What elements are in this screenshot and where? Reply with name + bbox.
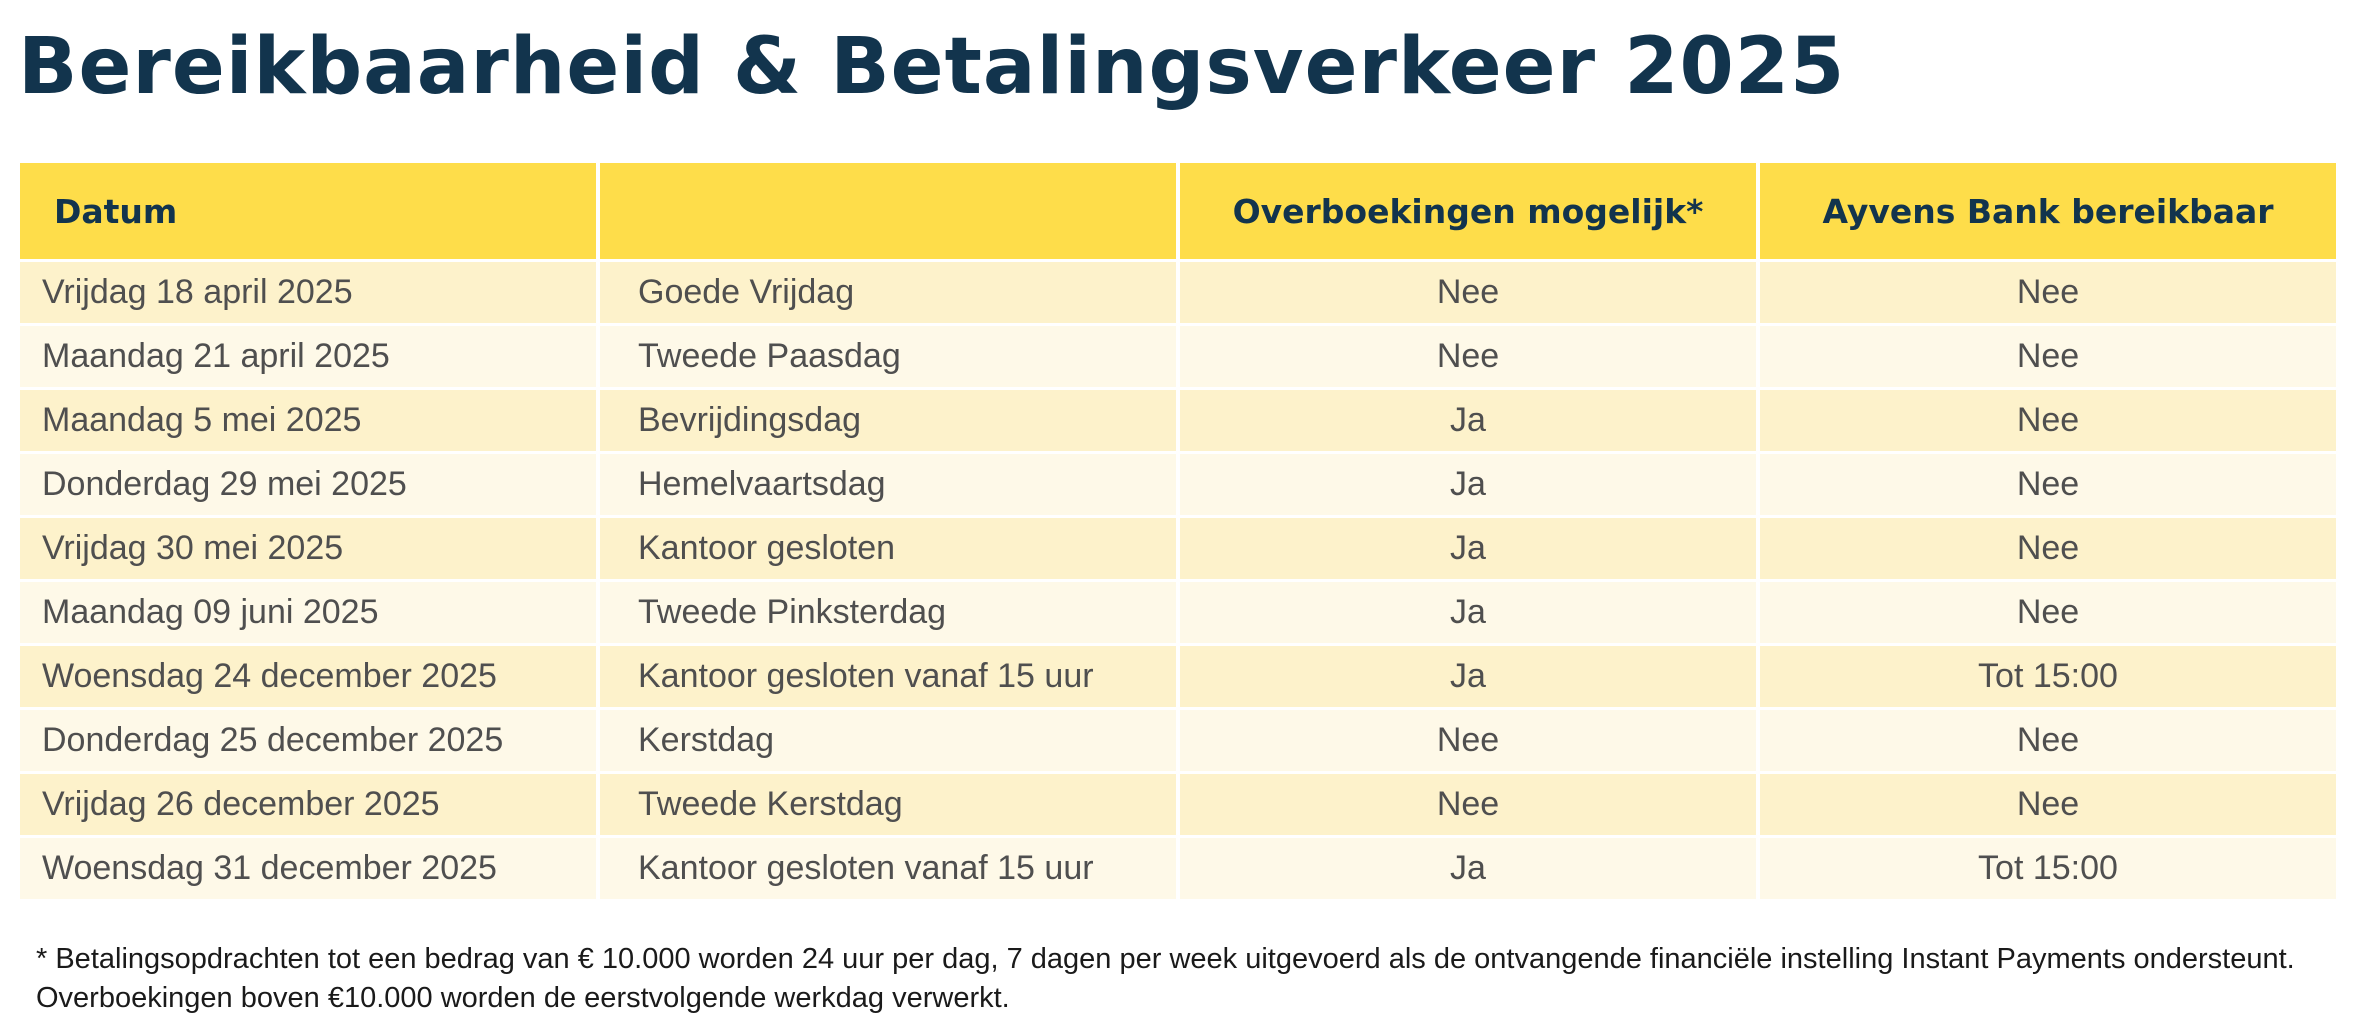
table-row: [20, 582, 2336, 643]
date-cell: Maandag 09 juni 2025: [20, 582, 596, 643]
description-cell: Kantoor gesloten vanaf 15 uur: [600, 838, 1176, 899]
header-bank-reachable: Ayvens Bank bereikbaar: [1760, 163, 2336, 259]
reachable-cell: Nee: [1760, 774, 2336, 835]
footnote: * Betalingsopdrachten tot een bedrag van € 10.000 worden 24 uur per dag, 7 dagen per week uitgevoerd als de ontvangende financiële instelling Instant Payments ondersteunt. Overboekingen boven €10.000 worden de eerstvolgende werkdag verwerkt.: [36, 943, 2295, 1014]
table-row: [20, 262, 2336, 323]
description-cell: Tweede Pinksterdag: [600, 582, 1176, 643]
date-cell: Donderdag 25 december 2025: [20, 710, 596, 771]
description-cell: Bevrijdingsdag: [600, 390, 1176, 451]
header-transfers-possible: Overboekingen mogelijk*: [1180, 163, 1756, 259]
date-cell: Donderdag 29 mei 2025: [20, 454, 596, 515]
transfers-cell: Ja: [1180, 518, 1756, 579]
date-cell: Woensdag 31 december 2025: [20, 838, 596, 899]
table-row: [20, 326, 2336, 387]
description-cell: Hemelvaartsdag: [600, 454, 1176, 515]
table-row: [20, 518, 2336, 579]
description-cell: Goede Vrijdag: [600, 262, 1176, 323]
description-cell: Kerstdag: [600, 710, 1176, 771]
transfers-cell: Nee: [1180, 326, 1756, 387]
reachable-cell: Tot 15:00: [1760, 838, 2336, 899]
reachable-cell: Nee: [1760, 710, 2336, 771]
transfers-cell: Ja: [1180, 582, 1756, 643]
header-date: Datum: [20, 163, 596, 259]
reachable-cell: Nee: [1760, 518, 2336, 579]
date-cell: Maandag 21 april 2025: [20, 326, 596, 387]
reachable-cell: Nee: [1760, 326, 2336, 387]
date-cell: Woensdag 24 december 2025: [20, 646, 596, 707]
transfers-cell: Ja: [1180, 838, 1756, 899]
transfers-cell: Nee: [1180, 710, 1756, 771]
transfers-cell: Ja: [1180, 454, 1756, 515]
table-row: [20, 710, 2336, 771]
header-description: [600, 163, 1176, 259]
table-row: [20, 454, 2336, 515]
table-row: [20, 646, 2336, 707]
holiday-schedule-table: [16, 160, 2340, 902]
reachable-cell: Nee: [1760, 390, 2336, 451]
table-row: [20, 838, 2336, 899]
reachable-cell: Tot 15:00: [1760, 646, 2336, 707]
description-cell: Kantoor gesloten: [600, 518, 1176, 579]
transfers-cell: Ja: [1180, 646, 1756, 707]
transfers-cell: Nee: [1180, 774, 1756, 835]
reachable-cell: Nee: [1760, 454, 2336, 515]
transfers-cell: Nee: [1180, 262, 1756, 323]
description-cell: Kantoor gesloten vanaf 15 uur: [600, 646, 1176, 707]
reachable-cell: Nee: [1760, 582, 2336, 643]
description-cell: Tweede Paasdag: [600, 326, 1176, 387]
table-header-row: [20, 163, 2336, 259]
description-cell: Tweede Kerstdag: [600, 774, 1176, 835]
date-cell: Vrijdag 26 december 2025: [20, 774, 596, 835]
table-row: [20, 774, 2336, 835]
page-title: Bereikbaarheid & Betalingsverkeer 2025: [18, 22, 1846, 112]
date-cell: Vrijdag 18 april 2025: [20, 262, 596, 323]
transfers-cell: Ja: [1180, 390, 1756, 451]
date-cell: Maandag 5 mei 2025: [20, 390, 596, 451]
date-cell: Vrijdag 30 mei 2025: [20, 518, 596, 579]
reachable-cell: Nee: [1760, 262, 2336, 323]
table-row: [20, 390, 2336, 451]
